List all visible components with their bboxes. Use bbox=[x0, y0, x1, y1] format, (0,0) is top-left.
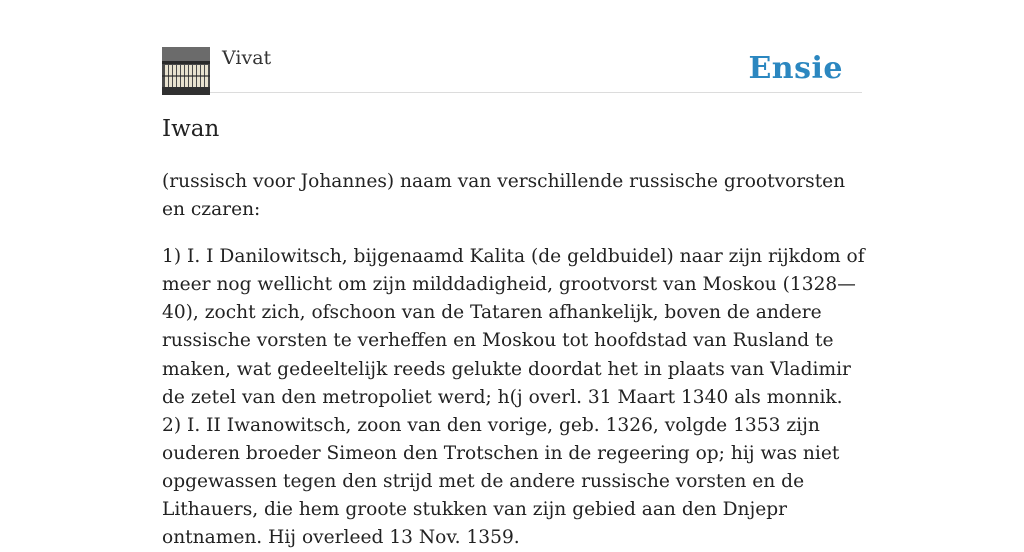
article-body bbox=[162, 168, 867, 552]
publisher-avatar[interactable] bbox=[162, 47, 210, 95]
publisher-link[interactable]: Vivat bbox=[222, 47, 272, 69]
site-header bbox=[162, 46, 862, 93]
article-entry: 1) I. I Danilowitsch, bijgenaamd Kalita (de geldbuidel) naar zijn rijkdom of meer nog wellicht om zijn milddadigheid, grootvorst van Moskou (1328—40), zocht zich, ofschoon van de Tataren afhankelijk, boven de andere russische vorsten te verheffen en Moskou tot hoofdstad van Rusland te maken, wat gedeeltelijk reeds gelukte doordat het in plaats van Vladimir de zetel van den metropoliet werd; h(j overl. 31 Maart 1340 als monnik. bbox=[162, 246, 865, 408]
article-entry: 2) I. II Iwanowitsch, zoon van den vorige, geb. 1326, volgde 1353 zijn ouderen broeder Simeon den Trotschen in de regeering op; hij was niet opgewassen tegen den strijd met de andere russische vorsten en de Lithauers, die hem groote stukken van zijn gebied aan den Dnjepr ontnamen. Hij overleed 13 Nov. 1359. bbox=[162, 414, 840, 549]
book-shelf-icon bbox=[162, 47, 210, 95]
article-title: Iwan bbox=[162, 116, 220, 142]
article-intro: (russisch voor Johannes) naam van verschillende russische grootvorsten en czaren: bbox=[162, 171, 846, 221]
site-logo[interactable]: Ensie bbox=[748, 51, 843, 86]
